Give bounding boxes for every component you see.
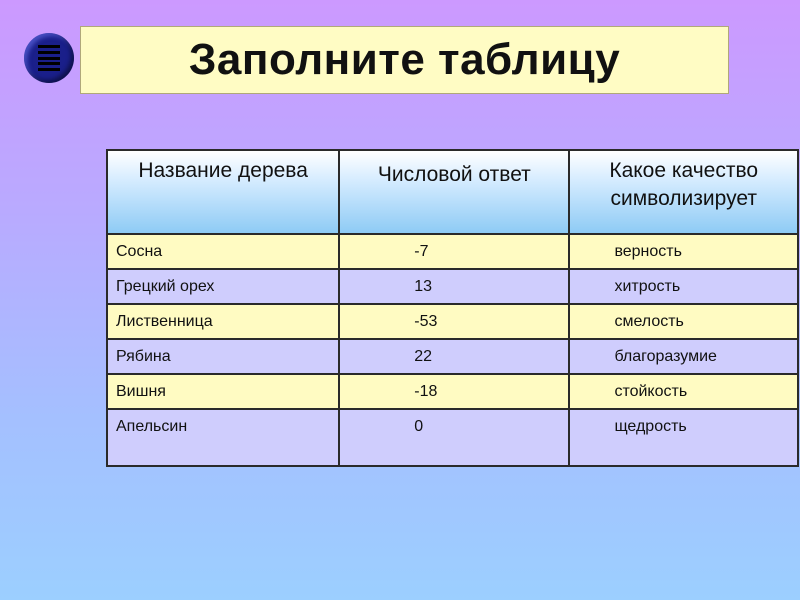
cell-numeric-answer: -7 (339, 234, 569, 269)
table-row (107, 304, 798, 339)
cell-numeric-answer: 0 (339, 409, 569, 466)
three-bars-icon (38, 45, 60, 71)
cell-tree-name: Вишня (107, 374, 339, 409)
table-row (107, 374, 798, 409)
table-row (107, 409, 798, 466)
cell-quality: благоразумие (569, 339, 798, 374)
data-table (106, 149, 799, 467)
cell-tree-name: Апельсин (107, 409, 339, 466)
table-row (107, 269, 798, 304)
header-row (107, 150, 798, 234)
cell-quality: щедрость (569, 409, 798, 466)
cell-quality: верность (569, 234, 798, 269)
cell-quality: хитрость (569, 269, 798, 304)
header-tree-name: Название дерева (107, 150, 339, 234)
menu-badge[interactable] (24, 33, 74, 83)
title-box (80, 26, 729, 94)
cell-numeric-answer: -18 (339, 374, 569, 409)
cell-numeric-answer: 13 (339, 269, 569, 304)
table-row (107, 234, 798, 269)
cell-numeric-answer: 22 (339, 339, 569, 374)
table-row (107, 339, 798, 374)
cell-tree-name: Грецкий орех (107, 269, 339, 304)
header-quality: Какое качество символизирует (569, 150, 798, 234)
page-title: Заполните таблицу (188, 35, 621, 84)
cell-tree-name: Рябина (107, 339, 339, 374)
cell-tree-name: Сосна (107, 234, 339, 269)
cell-quality: смелость (569, 304, 798, 339)
header-numeric-answer: Числовой ответ (339, 150, 569, 234)
cell-tree-name: Лиственница (107, 304, 339, 339)
cell-numeric-answer: -53 (339, 304, 569, 339)
cell-quality: стойкость (569, 374, 798, 409)
